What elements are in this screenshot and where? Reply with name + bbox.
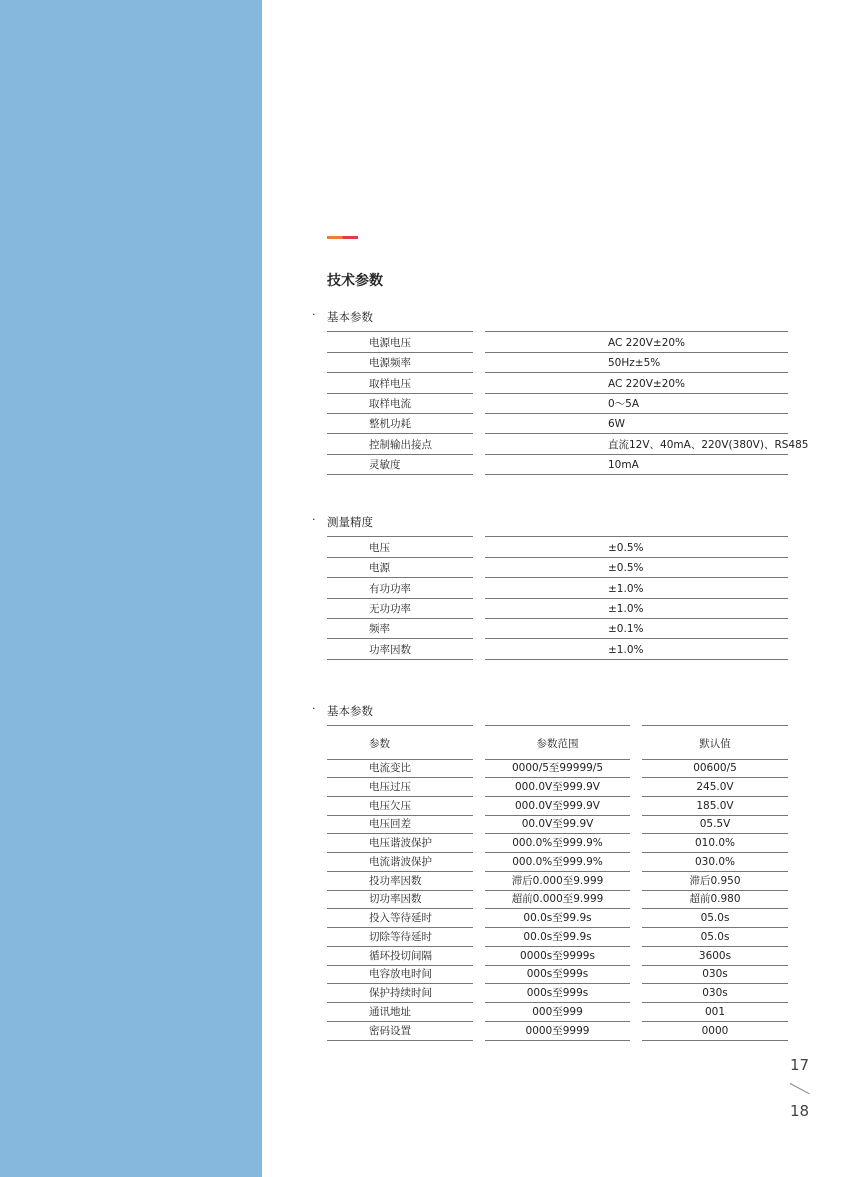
row-value-text: ±0.5% [608,542,644,554]
params-row-range: 滞后0.000至9.999 [485,873,630,891]
params-name-text: 电压谐波保护 [369,837,432,849]
row-value-text: ±0.1% [608,623,644,636]
params-row-default: 030s [642,966,788,984]
params-name-text: 电压过压 [369,780,411,793]
params-name-text: 切功率因数 [369,893,422,906]
row-value-text: 50Hz±5% [608,357,661,370]
table-row-name [327,538,473,558]
params-name-text: 切除等待延时 [369,930,432,943]
params-row-name [327,760,473,778]
section-title-accuracy-text: 测量精度 [327,515,373,529]
row-name-text: 无功功率 [369,602,411,615]
row-name-text: 频率 [369,623,390,636]
row-value-text: ±0.5% [608,562,644,575]
params-row-name [327,854,473,872]
row-value-text: ±1.0% [608,643,644,656]
row-name-text: 功率因数 [369,643,411,656]
section-title-params-text: 基本参数 [327,704,373,718]
params-row-name [327,798,473,816]
row-value-text: 0～5A [608,397,640,410]
table-row-value [485,619,788,639]
bullet-dot: · [312,702,316,715]
params-row-default: 05.0s [642,929,788,947]
params-name-text: 密码设置 [369,1024,411,1037]
row-value-text: ±1.0% [608,582,644,595]
params-row-name [327,929,473,947]
params-name-text: 投功率因数 [369,874,422,887]
table-row-name [327,558,473,578]
table-row-name [327,579,473,599]
params-row-default: 030s [642,985,788,1003]
table-row-value [485,579,788,599]
params-row-name [327,816,473,834]
row-name-text: 取样电压 [369,377,411,390]
table-row-name [327,599,473,619]
table-top-rule [327,725,473,726]
table-top-rule [327,331,473,332]
page-number-bottom: 18 [790,1102,810,1120]
params-row-range: 超前0.000至9.999 [485,891,630,909]
params-row-name [327,1023,473,1041]
params-row-default: 05.0s [642,910,788,928]
params-row-range: 00.0s至99.9s [485,910,630,928]
params-row-default: 030.0% [642,854,788,872]
bullet-dot: · [312,513,316,526]
row-name-text: 电压 [369,542,390,554]
row-name-text: 灵敏度 [369,458,401,471]
table-row-value [485,558,788,578]
table-row-name [327,619,473,639]
row-value-text: ±1.0% [608,602,644,615]
params-row-default: 3600s [642,948,788,966]
row-name-text: 电源频率 [369,357,411,370]
params-name-text: 投入等待延时 [369,912,432,924]
table-top-rule [485,331,788,332]
params-row-default: 245.0V [642,779,788,797]
params-row-name [327,891,473,909]
left-color-panel [0,0,262,1177]
params-row-range: 0000至9999 [485,1023,630,1041]
params-row-name [327,873,473,891]
params-row-default: 010.0% [642,835,788,853]
table-row-value [485,374,788,394]
params-row-default: 001 [642,1004,788,1022]
row-value-text: AC 220V±20% [608,377,686,390]
params-row-range: 00.0V至99.9V [485,816,630,834]
row-value-text: AC 220V±20% [608,337,686,349]
section-title-basic [312,308,373,325]
table-row-name [327,333,473,353]
params-row-default: 滞后0.950 [642,873,788,891]
page-number-top: 17 [790,1056,810,1074]
params-name-text: 通讯地址 [369,1005,411,1018]
row-value-text: 10mA [608,458,639,471]
params-name-text: 电容放电时间 [369,968,432,981]
section-title-basic-text: 基本参数 [327,310,373,324]
params-row-name [327,779,473,797]
params-row-range: 0000/5至99999/5 [485,760,630,778]
table-row-value [485,435,809,455]
params-row-range: 000.0V至999.9V [485,798,630,816]
table-top-rule [327,536,473,537]
params-name-text: 电压欠压 [369,799,411,812]
params-row-range: 000.0V至999.9V [485,779,630,797]
section-title-params [312,702,373,719]
page-title: 技术参数 [327,273,383,289]
params-name-text: 保护持续时间 [369,987,432,999]
table-row-name [327,435,473,455]
row-value-text: 直流12V、40mA、220V(380V)、RS485 [608,438,809,451]
table-row-name [327,374,473,394]
row-name-text: 电源 [369,562,390,575]
params-row-name [327,1004,473,1022]
params-row-name [327,910,473,928]
params-row-name [327,835,473,853]
params-row-default: 超前0.980 [642,891,788,909]
params-row-default: 0000 [642,1023,788,1041]
params-row-name [327,948,473,966]
row-value-text: 6W [608,418,626,431]
table-row-name [327,455,473,475]
table-row-value [485,333,788,353]
row-name-text: 整机功耗 [369,418,411,431]
params-row-range: 000s至999s [485,985,630,1003]
params-row-range: 000s至999s [485,966,630,984]
params-name-text: 电流谐波保护 [369,855,432,868]
table-top-rule [485,536,788,537]
params-row-range: 00.0s至99.9s [485,929,630,947]
table-top-rule [642,725,788,726]
section-title-accuracy [312,513,373,530]
table-row-value [485,599,788,619]
table-row-value [485,414,788,434]
header-param-text: 参数 [369,738,390,750]
params-row-range: 000至999 [485,1004,630,1022]
params-name-text: 循环投切间隔 [369,949,432,962]
header-range: 参数范围 [485,735,630,760]
page-number-divider [790,1083,810,1094]
table-top-rule [485,725,630,726]
table-row-name [327,394,473,414]
params-row-name [327,985,473,1003]
table-row-name [327,414,473,434]
table-row-value [485,353,788,373]
row-name-text: 有功功率 [369,582,411,595]
table-row-name [327,353,473,373]
bullet-dot: · [312,308,316,321]
header-default: 默认值 [642,735,788,760]
table-row-value [485,394,788,414]
table-row-name [327,640,473,660]
table-row-value [485,455,788,475]
row-name-text: 取样电流 [369,397,411,410]
table-row-value [485,640,788,660]
params-name-text: 电压回差 [369,818,411,831]
params-row-default: 05.5V [642,816,788,834]
header-param [327,735,473,760]
params-name-text: 电流变比 [369,762,411,774]
params-row-name [327,966,473,984]
params-row-default: 00600/5 [642,760,788,778]
params-row-range: 000.0%至999.9% [485,835,630,853]
params-row-range: 0000s至9999s [485,948,630,966]
table-row-value [485,538,788,558]
row-name-text: 电源电压 [369,337,411,349]
params-row-default: 185.0V [642,798,788,816]
params-row-range: 000.0%至999.9% [485,854,630,872]
row-name-text: 控制输出接点 [369,438,432,451]
title-accent-bar [327,236,358,239]
